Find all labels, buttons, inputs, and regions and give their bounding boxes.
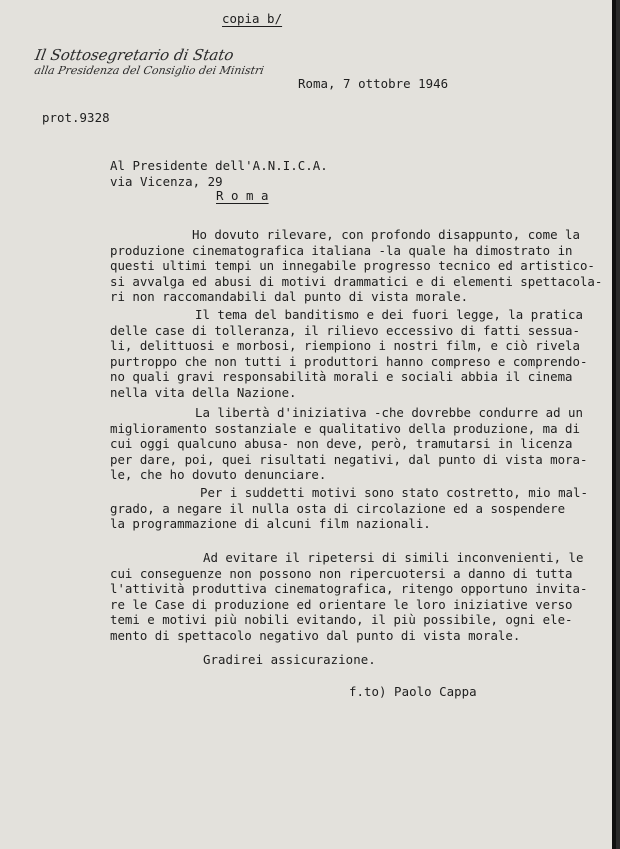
text-line: re le Case di produzione ed orientare le loro iniziative verso	[110, 596, 573, 612]
text-line: purtroppo che non tutti i produttori hanno compreso e comprendo-	[110, 353, 588, 369]
recipient-line-2: via Vicenza, 29	[110, 174, 223, 189]
text-line: mento di spettacolo negativo dal punto di vista morale.	[110, 627, 521, 643]
text-line: questi ultimi tempi un innegabile progresso tecnico ed artistico-	[110, 258, 595, 274]
text-line: Il tema del banditismo e dei fuori legge, la pratica	[195, 307, 583, 322]
text-line: cui conseguenze non possono non ripercuotersi a danno di tutta	[110, 565, 573, 581]
text-line: miglioramento sostanziale e qualitativo della produzione, ma di	[110, 420, 580, 436]
letterhead-subtitle: alla Presidenza del Consiglio dei Ministri	[33, 64, 265, 77]
paragraph-3	[40, 405, 592, 483]
text-line: grado, a negare il nulla osta di circolazione ed a sospendere	[110, 500, 566, 516]
text-line: la programmazione di alcuni film nazionali.	[110, 516, 431, 532]
paragraph-2	[40, 307, 592, 401]
text-line: l'attività produttiva cinematografica, ritengo opportuno invita-	[110, 581, 588, 597]
text-line: per dare, poi, quei risultati negativi, dal punto di vista mora-	[110, 451, 588, 467]
text-line: ri non raccomandabili dal punto di vista morale.	[110, 289, 469, 305]
paragraph-1	[40, 227, 603, 305]
text-line: si avvalga ed abusi di motivi drammatici e di elementi spettacola-	[110, 273, 603, 289]
text-line: no quali gravi responsabilità morali e sociali abbia il cinema	[110, 369, 573, 385]
letterhead-title: Il Sottosegretario di Stato	[33, 46, 236, 64]
recipient-city: R o m a	[216, 188, 269, 203]
scan-edge	[612, 0, 616, 849]
text-line: cui oggi qualcuno abusa- non deve, però, tramutarsi in licenza	[110, 436, 573, 452]
paragraph-4	[40, 485, 592, 532]
text-line: delle case di tolleranza, il rilievo eccessivo di fatti sessua-	[110, 322, 580, 338]
text-line: le, che ho dovuto denunciare.	[110, 467, 327, 483]
letter-date: Roma, 7 ottobre 1946	[298, 76, 449, 91]
paragraph-5	[40, 550, 592, 644]
text-line: li, delittuosi e morbosi, riempiono i nostri film, e ciò rivela	[110, 338, 580, 354]
recipient-line-1: Al Presidente dell'A.N.I.C.A.	[110, 158, 328, 173]
text-line: La libertà d'iniziativa -che dovrebbe condurre ad un	[195, 405, 583, 420]
protocol-number: prot.9328	[42, 110, 110, 125]
text-line: Per i suddetti motivi sono stato costretto, mio mal-	[200, 485, 588, 500]
letterhead	[31, 46, 268, 78]
text-line: produzione cinematografica italiana -la quale ha dimostrato in	[110, 242, 573, 258]
text-line: Ho dovuto rilevare, con profondo disappunto, come la	[192, 227, 580, 242]
closing-line: Gradirei assicurazione.	[203, 652, 376, 667]
copy-mark: copia b/	[222, 11, 283, 26]
text-line: Ad evitare il ripetersi di simili inconvenienti, le	[203, 550, 584, 565]
text-line: nella vita della Nazione.	[110, 384, 297, 400]
signature: f.to) Paolo Cappa	[349, 684, 477, 699]
text-line: temi e motivi più nobili evitando, il più possibile, ogni ele-	[110, 612, 573, 628]
